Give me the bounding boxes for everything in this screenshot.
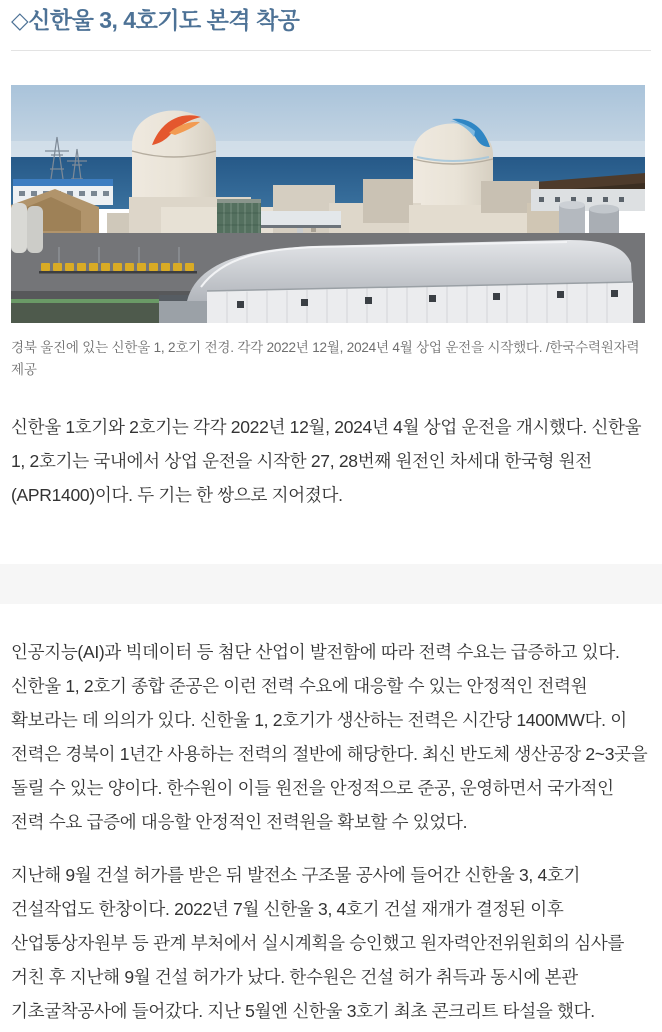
article-photo bbox=[11, 85, 651, 381]
fence bbox=[11, 299, 159, 303]
paragraph-3: 지난해 9월 건설 허가를 받은 뒤 발전소 구조물 공사에 들어간 신한울 3, 4호기 건설작업도 한창이다. 2022년 7월 신한울 3, 4호기 건설 재개가 결정된 이후 산업통상자원부 등 관계 부처에서 실시계획을 승인했고 원자력안전위원회의 심사를 거친 후 지난해 9월 건설 허가가 났다. 한수원은 건설 허가 취득과 동시에 본관 기초굴착공사에 들어갔다. 지난 5월엔 신한울 3호기 최초 콘크리트 타설을 했다. bbox=[11, 865, 625, 1022]
paragraph-1: 신한울 1호기와 2호기는 각각 2022년 12월, 2024년 4월 상업 운전을 개시했다. 신한울 1, 2호기는 국내에서 상업 운전을 시작한 27, 28번째 원전인 차세대 한국형 원전 (APR1400)이다. 두 기는 한 쌍으로 지어졌다. bbox=[11, 417, 642, 506]
white-tanks bbox=[11, 203, 43, 253]
plant-photo-illustration bbox=[11, 85, 645, 323]
article-top-section bbox=[0, 0, 662, 512]
section-divider-band bbox=[0, 564, 662, 604]
walkway-bridge bbox=[261, 211, 341, 227]
article-bottom-section bbox=[0, 635, 662, 1028]
heading-divider bbox=[11, 50, 651, 51]
photo-caption: 경북 울진에 있는 신한울 1, 2호기 전경. 각각 2022년 12월, 2024년 4월 상업 운전을 시작했다. /한국수력원자력 제공 bbox=[11, 340, 640, 378]
article-heading: ◇신한울 3, 4호기도 본격 착공 bbox=[11, 7, 300, 33]
photo-haze bbox=[11, 141, 645, 159]
reactor-dome-left bbox=[132, 111, 216, 208]
paragraph-2: 인공지능(AI)과 빅데이터 등 첨단 산업이 발전함에 따라 전력 수요는 급증하고 있다. 신한울 1, 2호기 종합 준공은 이런 전력 수요에 대응할 수 있는 안정적인 전력원 확보라는 데 의의가 있다. 신한울 1, 2호기가 생산하는 전력은 시간당 1400MW다. 이 전력은 경북이 1년간 사용하는 전력의 절반에 해당한다. 최신 반도체 생산공장 2~3곳을 돌릴 수 있는 양이다. 한수원이 이들 원전을 안정적으로 준공, 운영하면서 국가적인 전력 수요 급증에 대응할 안정적인 전력원을 확보할 수 있었다. bbox=[11, 642, 648, 833]
